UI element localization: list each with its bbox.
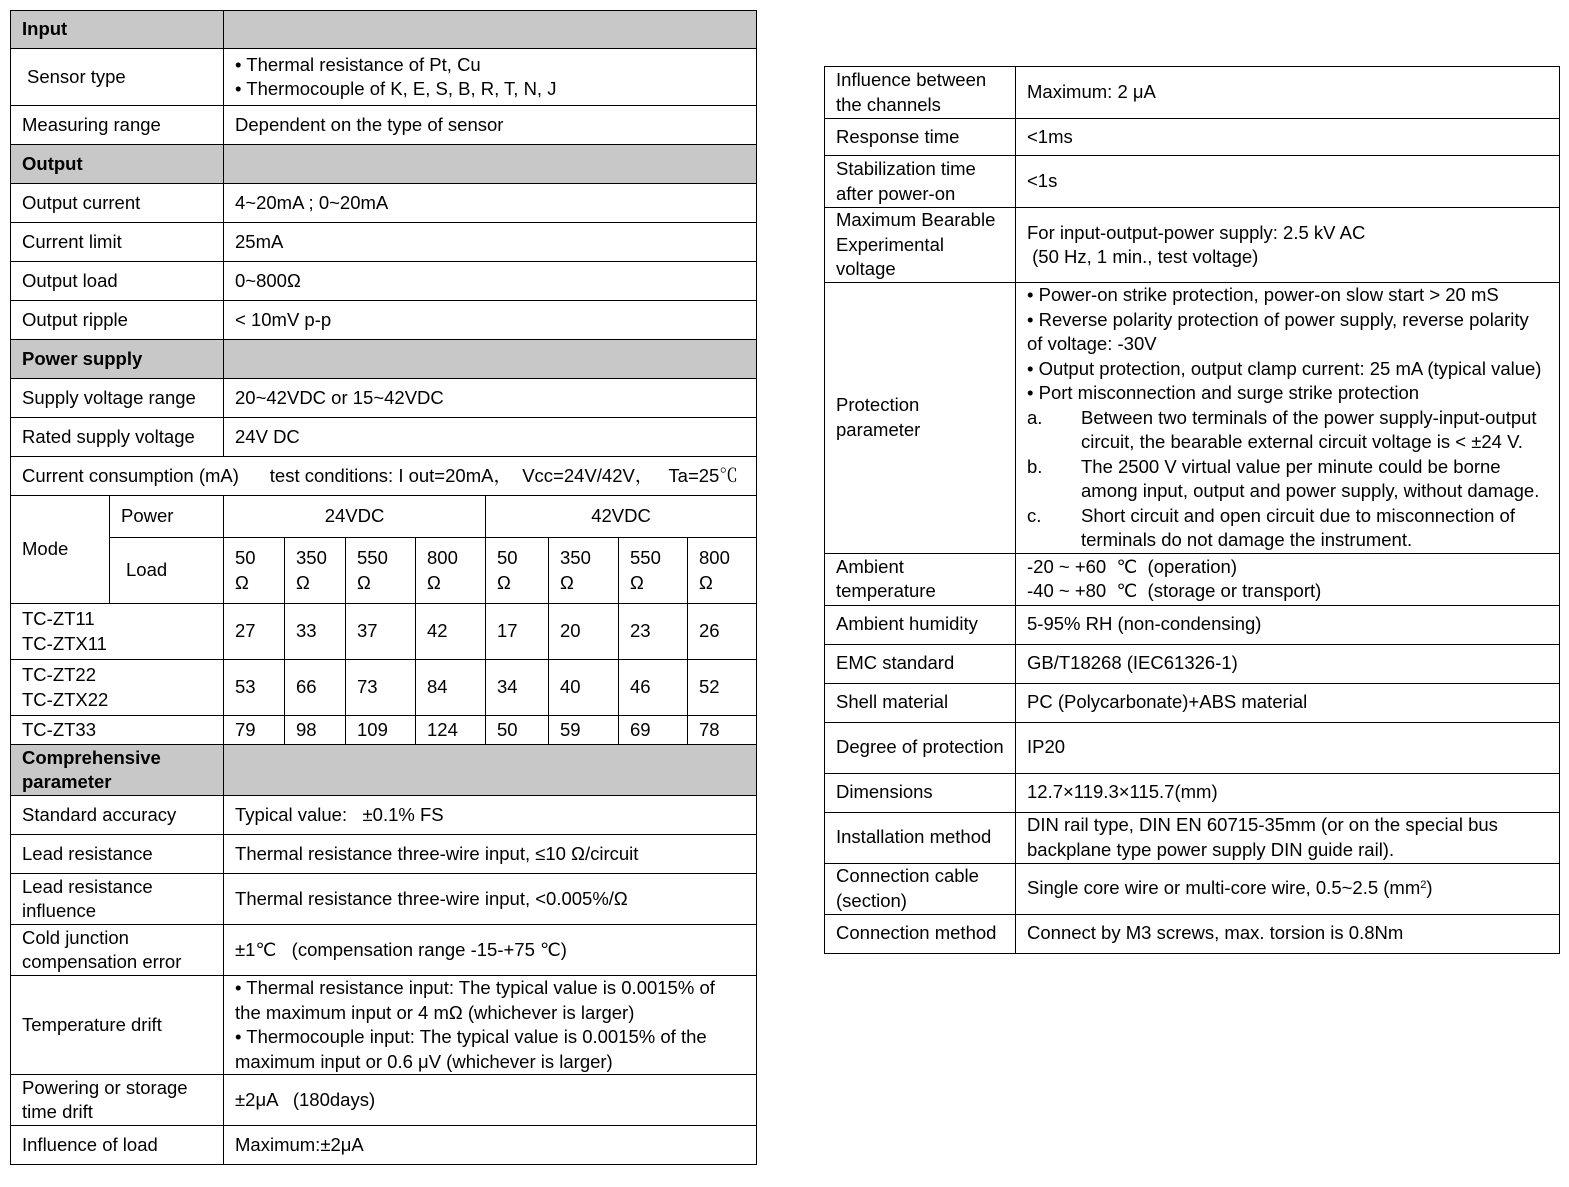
load-header-cell: 800 Ω: [688, 538, 757, 604]
output-ripple-row: [11, 301, 757, 340]
lead-resistance-influence-value: Thermal resistance three-wire input, <0.005%/Ω: [224, 874, 757, 925]
influence-of-load-label: Influence of load: [11, 1126, 224, 1165]
cold-junction-label: Cold junction compensation error: [11, 925, 224, 976]
degree-protection-row: [825, 722, 1560, 773]
output-current-value: 4~20mA ; 0~20mA: [224, 184, 757, 223]
supply-voltage-range-row: [11, 379, 757, 418]
power-supply-section-header: [11, 340, 757, 379]
consumption-row-zt11: [11, 604, 757, 660]
consumption-value: 50: [486, 716, 549, 745]
consumption-value: 33: [285, 604, 346, 660]
protection-value: • Power-on strike protection, power-on slow start > 20 mS • Reverse polarity protection of power supply, reverse polarity of voltage: -30V • Output protection, output clamp current: 25 mA (typical value) • Port misconnection and surge strike protection a. Between two terminals of the power supply-input-output circuit, the bearable external circuit voltage is < ±24 V. b. The 2500 V virtual value per minute could be borne among input, output and power supply, without damage. c. Short circuit and open circuit due to misconnection of terminals do not damage the instrument.: [1016, 283, 1560, 554]
lead-resistance-value: Thermal resistance three-wire input, ≤10 Ω/circuit: [224, 835, 757, 874]
sensor-type-row: [11, 49, 757, 106]
ambient-humidity-label: Ambient humidity: [825, 605, 1016, 644]
consumption-load-row: [11, 538, 757, 604]
power-supply-header: Power supply: [11, 340, 224, 379]
consumption-value: 23: [619, 604, 688, 660]
comprehensive-section-header: [11, 745, 757, 796]
standard-accuracy-value: Typical value: ±0.1% FS: [224, 796, 757, 835]
load-header-cell: 350 Ω: [285, 538, 346, 604]
dimensions-label: Dimensions: [825, 773, 1016, 812]
powering-drift-value: ±2μA (180days): [224, 1075, 757, 1126]
rated-supply-voltage-row: [11, 418, 757, 457]
output-ripple-label: Output ripple: [11, 301, 224, 340]
current-limit-row: [11, 223, 757, 262]
consumption-value: 109: [346, 716, 416, 745]
consumption-value: 26: [688, 604, 757, 660]
sensor-type-value: • Thermal resistance of Pt, Cu • Thermocouple of K, E, S, B, R, T, N, J: [224, 49, 757, 106]
output-current-label: Output current: [11, 184, 224, 223]
emc-standard-label: EMC standard: [825, 644, 1016, 683]
consumption-value: 46: [619, 660, 688, 716]
consumption-value: 52: [688, 660, 757, 716]
temperature-drift-row: [11, 976, 757, 1075]
consumption-value: 78: [688, 716, 757, 745]
output-section-header: [11, 145, 757, 184]
load-header-cell: 550 Ω: [346, 538, 416, 604]
right-spec-table: [824, 66, 1560, 954]
influence-of-load-row: [11, 1126, 757, 1165]
power-label: Power: [110, 496, 224, 538]
current-limit-value: 25mA: [224, 223, 757, 262]
consumption-value: 69: [619, 716, 688, 745]
installation-method-row: [825, 812, 1560, 863]
consumption-row-zt22: [11, 660, 757, 716]
connection-cable-label: Connection cable (section): [825, 863, 1016, 914]
shell-material-label: Shell material: [825, 683, 1016, 722]
load-label: Load: [110, 538, 224, 604]
voltage-24vdc: 24VDC: [224, 496, 486, 538]
ambient-temperature-value: -20 ~ +60 ℃ (operation) -40 ~ +80 ℃ (storage or transport): [1016, 553, 1560, 605]
consumption-value: 73: [346, 660, 416, 716]
supply-voltage-range-value: 20~42VDC or 15~42VDC: [224, 379, 757, 418]
response-time-label: Response time: [825, 119, 1016, 156]
protection-item-a: a. Between two terminals of the power supply-input-output circuit, the bearable external circuit voltage is < ±24 V.: [1027, 406, 1537, 452]
model-cell: TC-ZT22 TC-ZTX22: [11, 660, 224, 716]
consumption-value: 79: [224, 716, 285, 745]
load-header-cell: 50 Ω: [486, 538, 549, 604]
emc-standard-row: [825, 644, 1560, 683]
consumption-value: 40: [549, 660, 619, 716]
voltage-42vdc: 42VDC: [486, 496, 757, 538]
measuring-range-label: Measuring range: [11, 106, 224, 145]
consumption-value: 124: [416, 716, 486, 745]
emc-standard-value: GB/T18268 (IEC61326-1): [1016, 644, 1560, 683]
stabilization-time-label: Stabilization time after power-on: [825, 156, 1016, 208]
cold-junction-value: ±1℃ (compensation range -15-+75 ℃): [224, 925, 757, 976]
consumption-value: 37: [346, 604, 416, 660]
stabilization-time-row: [825, 156, 1560, 208]
temperature-drift-label: Temperature drift: [11, 976, 224, 1075]
mode-label: Mode: [11, 496, 110, 604]
connection-method-value: Connect by M3 screws, max. torsion is 0.8Nm: [1016, 914, 1560, 953]
lead-resistance-influence-row: [11, 874, 757, 925]
connection-method-row: [825, 914, 1560, 953]
load-header-cell: 800 Ω: [416, 538, 486, 604]
input-section-header: [11, 11, 757, 49]
ambient-humidity-value: 5-95% RH (non-condensing): [1016, 605, 1560, 644]
connection-method-label: Connection method: [825, 914, 1016, 953]
output-load-value: 0~800Ω: [224, 262, 757, 301]
comprehensive-header: Comprehensive parameter: [11, 745, 224, 796]
protection-label: Protection parameter: [825, 283, 1016, 554]
response-time-value: <1ms: [1016, 119, 1560, 156]
output-current-row: [11, 184, 757, 223]
load-header-cell: 550 Ω: [619, 538, 688, 604]
protection-row: [825, 283, 1560, 554]
installation-method-value: DIN rail type, DIN EN 60715-35mm (or on the special bus backplane type power supply DIN guide rail).: [1016, 812, 1560, 863]
rated-supply-voltage-value: 24V DC: [224, 418, 757, 457]
influence-of-load-value: Maximum:±2μA: [224, 1126, 757, 1165]
protection-item-b: b. The 2500 V virtual value per minute could be borne among input, output and power supply, without damage.: [1027, 455, 1540, 501]
measuring-range-value: Dependent on the type of sensor: [224, 106, 757, 145]
stabilization-time-value: <1s: [1016, 156, 1560, 208]
consumption-value: 17: [486, 604, 549, 660]
load-header-cell: 350 Ω: [549, 538, 619, 604]
connection-cable-row: [825, 863, 1560, 914]
output-header: Output: [11, 145, 224, 184]
consumption-value: 66: [285, 660, 346, 716]
cold-junction-row: [11, 925, 757, 976]
influence-channels-value: Maximum: 2 μA: [1016, 67, 1560, 119]
consumption-value: 98: [285, 716, 346, 745]
dimensions-row: [825, 773, 1560, 812]
model-cell: TC-ZT11 TC-ZTX11: [11, 604, 224, 660]
ambient-temperature-row: [825, 553, 1560, 605]
lead-resistance-row: [11, 835, 757, 874]
lead-resistance-influence-label: Lead resistance influence: [11, 874, 224, 925]
ambient-temperature-label: Ambient temperature: [825, 553, 1016, 605]
current-consumption-row: [11, 457, 757, 496]
degree-protection-label: Degree of protection: [825, 722, 1016, 773]
measuring-range-row: [11, 106, 757, 145]
consumption-value: 53: [224, 660, 285, 716]
dimensions-value: 12.7×119.3×115.7(mm): [1016, 773, 1560, 812]
influence-channels-row: [825, 67, 1560, 119]
lead-resistance-label: Lead resistance: [11, 835, 224, 874]
model-cell: TC-ZT33: [11, 716, 224, 745]
protection-item-c: c. Short circuit and open circuit due to misconnection of terminals do not damage the instrument.: [1027, 504, 1515, 550]
output-ripple-value: < 10mV p-p: [224, 301, 757, 340]
output-load-row: [11, 262, 757, 301]
consumption-power-row: [11, 496, 757, 538]
powering-drift-label: Powering or storage time drift: [11, 1075, 224, 1126]
installation-method-label: Installation method: [825, 812, 1016, 863]
temperature-drift-value: • Thermal resistance input: The typical value is 0.0015% of the maximum input or 4 mΩ (whichever is larger) • Thermocouple input: The typical value is 0.0015% of the maximum input or 0.6 μV (whichever is larger): [224, 976, 757, 1075]
input-header: Input: [11, 11, 224, 49]
consumption-value: 20: [549, 604, 619, 660]
connection-cable-value: Single core wire or multi-core wire, 0.5~2.5 $(mm^2)$: [1016, 863, 1560, 914]
shell-material-row: [825, 683, 1560, 722]
consumption-value: 34: [486, 660, 549, 716]
supply-voltage-range-label: Supply voltage range: [11, 379, 224, 418]
consumption-value: 59: [549, 716, 619, 745]
standard-accuracy-label: Standard accuracy: [11, 796, 224, 835]
standard-accuracy-row: [11, 796, 757, 835]
degree-protection-value: IP20: [1016, 722, 1560, 773]
response-time-row: [825, 119, 1560, 156]
consumption-value: 27: [224, 604, 285, 660]
bearable-voltage-label: Maximum Bearable Experimental voltage: [825, 208, 1016, 283]
shell-material-value: PC (Polycarbonate)+ABS material: [1016, 683, 1560, 722]
sensor-type-label: Sensor type: [11, 49, 224, 106]
consumption-value: 42: [416, 604, 486, 660]
current-limit-label: Current limit: [11, 223, 224, 262]
ambient-humidity-row: [825, 605, 1560, 644]
current-consumption-conditions: Current consumption (mA) test conditions: I out=20mA， Vcc=24V/42V， Ta=25℃: [11, 457, 757, 496]
load-header-cell: 50 Ω: [224, 538, 285, 604]
left-spec-table: [10, 10, 757, 1165]
consumption-row-zt33: [11, 716, 757, 745]
powering-drift-row: [11, 1075, 757, 1126]
rated-supply-voltage-label: Rated supply voltage: [11, 418, 224, 457]
bearable-voltage-row: [825, 208, 1560, 283]
output-load-label: Output load: [11, 262, 224, 301]
influence-channels-label: Influence between the channels: [825, 67, 1016, 119]
bearable-voltage-value: For input-output-power supply: 2.5 kV AC (50 Hz, 1 min., test voltage): [1016, 208, 1560, 283]
consumption-value: 84: [416, 660, 486, 716]
